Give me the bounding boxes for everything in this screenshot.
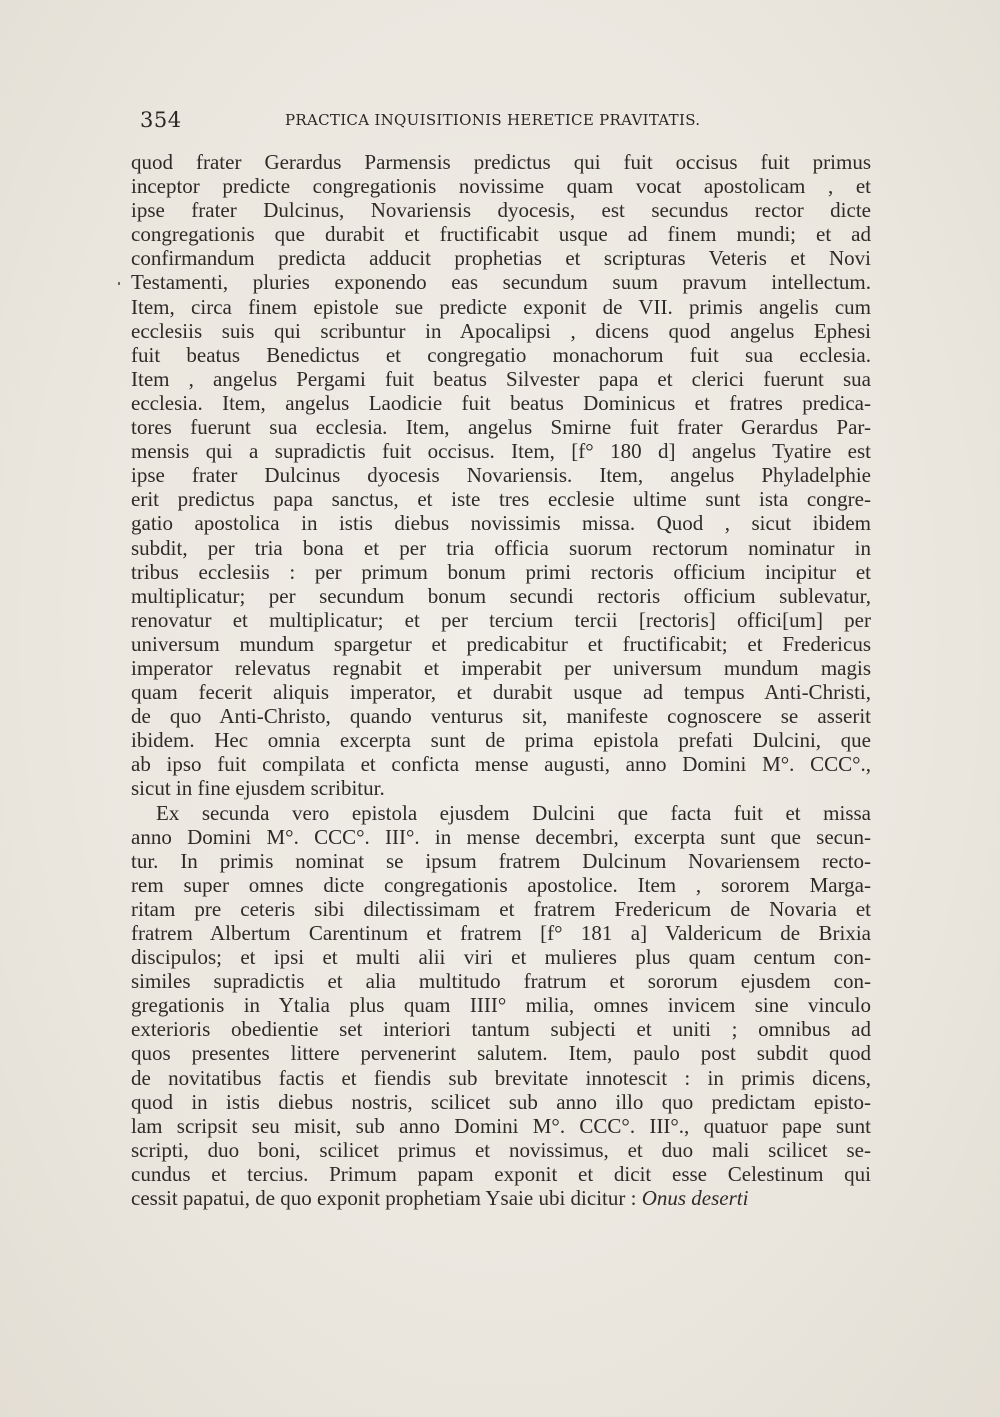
text-line-final — [131, 1186, 871, 1210]
text-line: exterioris obedientie set interiori tantum subjecti et uniti ; omnibus ad — [131, 1017, 871, 1042]
text-line: universum mundum spargetur et predicabitur et fructificabit; et Fredericus — [131, 631, 871, 656]
text-line: cundus et tercius. Primum papam exponit et dicit esse Celestinum qui — [131, 1161, 871, 1186]
text-line: renovatur et multiplicatur; et per tercium tercii [rectoris] offici[um] per — [131, 607, 871, 632]
text-line: anno Domini M°. CCC°. III°. in mense decembri, excerpta sunt que secun- — [131, 824, 871, 849]
text-line: lam scripsit seu misit, sub anno Domini M°. CCC°. III°., quatuor pape sunt — [131, 1113, 871, 1138]
text-line: Testamenti, pluries exponendo eas secundum suum pravum intellectum. — [131, 270, 871, 295]
text-line: gatio apostolica in istis diebus novissimis missa. Quod , sicut ibidem — [131, 511, 871, 536]
text-line-final-roman: cessit papatui, de quo exponit prophetiam Ysaie ubi dicitur : — [131, 1186, 642, 1211]
text-line: scripti, duo boni, scilicet primus et novissimus, et duo mali scilicet se- — [131, 1137, 871, 1162]
text-line: quod in istis diebus nostris, scilicet sub anno illo quo predictam episto- — [131, 1089, 871, 1114]
text-line: quos presentes littere pervenerint salutem. Item, paulo post subdit quod — [131, 1041, 871, 1066]
text-line: quam fecerit aliquis imperator, et durabit usque ad tempus Anti-Christi, — [131, 680, 871, 705]
italic-phrase: Onus deserti — [641, 1186, 749, 1211]
text-line: fuit beatus Benedictus et congregatio monachorum fuit sua ecclesia. — [131, 342, 871, 367]
text-line: Ex secunda vero epistola ejusdem Dulcini que facta fuit et missa — [156, 800, 871, 825]
text-line: confirmandum predicta adducit prophetias et scripturas Veteris et Novi — [131, 246, 871, 271]
margin-mark — [118, 282, 120, 285]
text-line: ipse frater Dulcinus dyocesis Novariensis. Item, angelus Phyladelphie — [131, 463, 871, 488]
text-line: Item , angelus Pergami fuit beatus Silvester papa et clerici fuerunt sua — [131, 366, 871, 391]
text-line: similes supradictis et alia multitudo fratrum et sororum ejusdem con- — [131, 969, 871, 994]
text-line: de novitatibus factis et fiendis sub brevitate innotescit : in primis dicens, — [131, 1065, 871, 1090]
text-line: Item, circa finem epistole sue predicte exponit de VII. primis angelis cum — [131, 294, 871, 319]
text-line: congregationis que durabit et fructificabit usque ad finem mundi; et ad — [131, 222, 871, 247]
body-text — [131, 150, 871, 1210]
text-line: tores fuerunt sua ecclesia. Item, angelus Smirne fuit frater Gerardus Par- — [131, 415, 871, 440]
text-line: sicut in fine ejusdem scribitur. — [131, 776, 385, 801]
text-line: rem super omnes dicte congregationis apostolice. Item , sororem Marga- — [131, 872, 871, 897]
text-line: gregationis in Ytalia plus quam IIII° milia, omnes invicem sine vinculo — [131, 993, 871, 1018]
text-line: ab ipso fuit compilata et conficta mense augusti, anno Domini M°. CCC°., — [131, 752, 871, 777]
text-line: fratrem Albertum Carentinum et fratrem [f° 181 a] Valdericum de Brixia — [131, 921, 871, 945]
running-title: PRACTICA INQUISITIONIS HERETICE PRAVITATIS. — [285, 111, 701, 129]
text-line: mensis qui a supradictis fuit occisus. Item, [f° 180 d] angelus Tyatire est — [131, 439, 871, 464]
text-line: inceptor predicte congregationis novissime quam vocat apostolicam , et — [131, 174, 871, 199]
text-line: ecclesiis suis qui scribuntur in Apocalipsi , dicens quod angelus Ephesi — [131, 318, 871, 343]
text-line: ritam pre ceteris sibi dilectissimam et fratrem Fredericum de Novaria et — [131, 896, 871, 921]
text-line: erit predictus papa sanctus, et iste tres ecclesie ultime sunt ista congre- — [131, 487, 871, 512]
text-line: discipulos; et ipsi et multi alii viri et mulieres plus quam centum con- — [131, 945, 871, 970]
text-line: imperator relevatus regnabit et imperabit per universum mundum magis — [131, 655, 871, 680]
text-line: ibidem. Hec omnia excerpta sunt de prima epistola prefati Dulcini, que — [131, 728, 871, 753]
text-line: multiplicatur; per secundum bonum secundi rectoris officium sublevatur, — [131, 583, 871, 608]
text-line: tribus ecclesiis : per primum bonum primi rectoris officium incipitur et — [131, 559, 871, 584]
text-line: ipse frater Dulcinus, Novariensis dyocesis, est secundus rector dicte — [131, 198, 871, 223]
page-header — [140, 108, 865, 138]
text-line: de quo Anti-Christo, quando venturus sit, manifeste cognoscere se asserit — [131, 704, 871, 729]
page-number: 354 — [140, 108, 182, 132]
text-line: ecclesia. Item, angelus Laodicie fuit beatus Dominicus et fratres predica- — [131, 390, 871, 415]
text-line: quod frater Gerardus Parmensis predictus qui fuit occisus fuit primus — [131, 150, 871, 174]
text-line: subdit, per tria bona et per tria officia suorum rectorum nominatur in — [131, 535, 871, 560]
text-line: tur. In primis nominat se ipsum fratrem Dulcinum Novariensem recto- — [131, 848, 871, 873]
